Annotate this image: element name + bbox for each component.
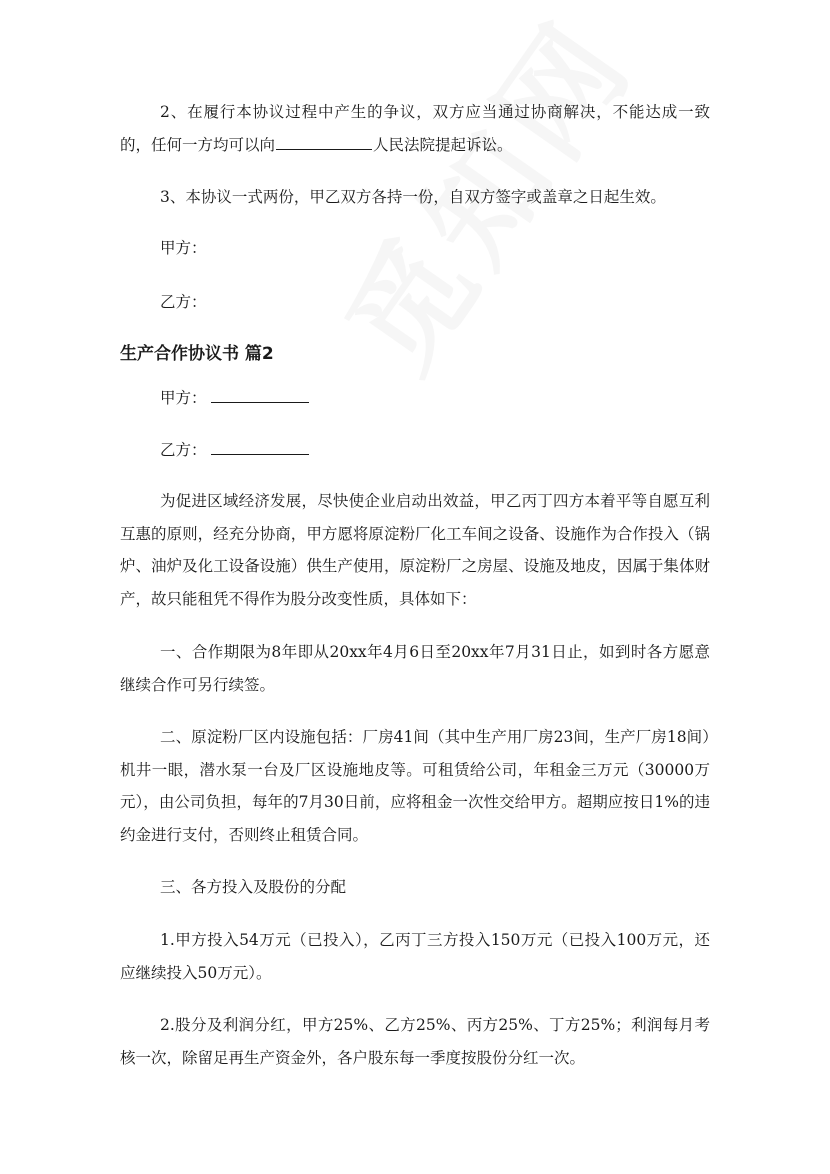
party-a-label-top: 甲方： xyxy=(160,239,207,257)
party-b-label: 乙方： xyxy=(160,441,207,459)
party-a-label: 甲方： xyxy=(160,389,207,407)
section-title: 生产合作协议书 篇2 xyxy=(120,344,274,364)
item-3-2: 2.股分及利润分红，甲方25%、乙方25%、丙方25%、丁方25%；利润每月考核一次，除留足再生产资金外，各户股东每一季度按股份分红一次。 xyxy=(120,1016,710,1067)
clause-2-line2-post: 人民法院提起诉讼。 xyxy=(373,135,513,154)
item-3-heading: 三、各方投入及股份的分配 xyxy=(160,878,347,896)
party-b-blank-field[interactable] xyxy=(211,438,309,455)
clause-3: 3、本协议一式两份，甲乙双方各持一份，自双方签字或盖章之日起生效。 xyxy=(160,188,666,206)
party-b-label-top: 乙方： xyxy=(160,293,207,311)
party-a-blank-field[interactable] xyxy=(211,386,309,403)
item-2: 二、原淀粉厂区内设施包括：厂房41间（其中生产用厂房23间，生产厂房18间）机井一眼，潜水泵一台及厂区设施地皮等。可租赁给公司，年租金三万元（30000万元），由公司负担，每年的7月30日前，应将租金一次性交给甲方。超期应按日1%的违约金进行支付，否则终止租赁合同。 xyxy=(120,728,710,844)
intro-paragraph: 为促进区域经济发展，尽快使企业启动出效益，甲乙丙丁四方本着平等自愿互利互惠的原则，经充分协商，甲方愿将原淀粉厂化工车间之设备、设施作为合作投入（锅炉、油炉及化工设备设施）供生产使用，原淀粉厂之房屋、设施及地皮，因属于集体财产，故只能租凭不得作为股分改变性质，具体如下： xyxy=(120,492,710,608)
clause-2-line1: 2、在履行本协议过程中产生的争议，双方应当通过协商解决，不能达成一 xyxy=(160,103,695,121)
party-a-row xyxy=(160,383,310,413)
clause-2 xyxy=(120,96,710,161)
party-b-row xyxy=(160,435,310,465)
court-blank-field[interactable] xyxy=(276,131,372,150)
item-3-1: 1.甲方投入54万元（已投入），乙丙丁三方投入150万元（已投入100万元，还应继续投入50万元）。 xyxy=(120,931,710,982)
item-1: 一、合作期限为8年即从20xx年4月6日至20xx年7月31日止，如到时各方愿意继续合作可另行续签。 xyxy=(120,643,710,694)
clause-2-line2-pre: 致的，任何一方均可以向 xyxy=(120,103,710,154)
